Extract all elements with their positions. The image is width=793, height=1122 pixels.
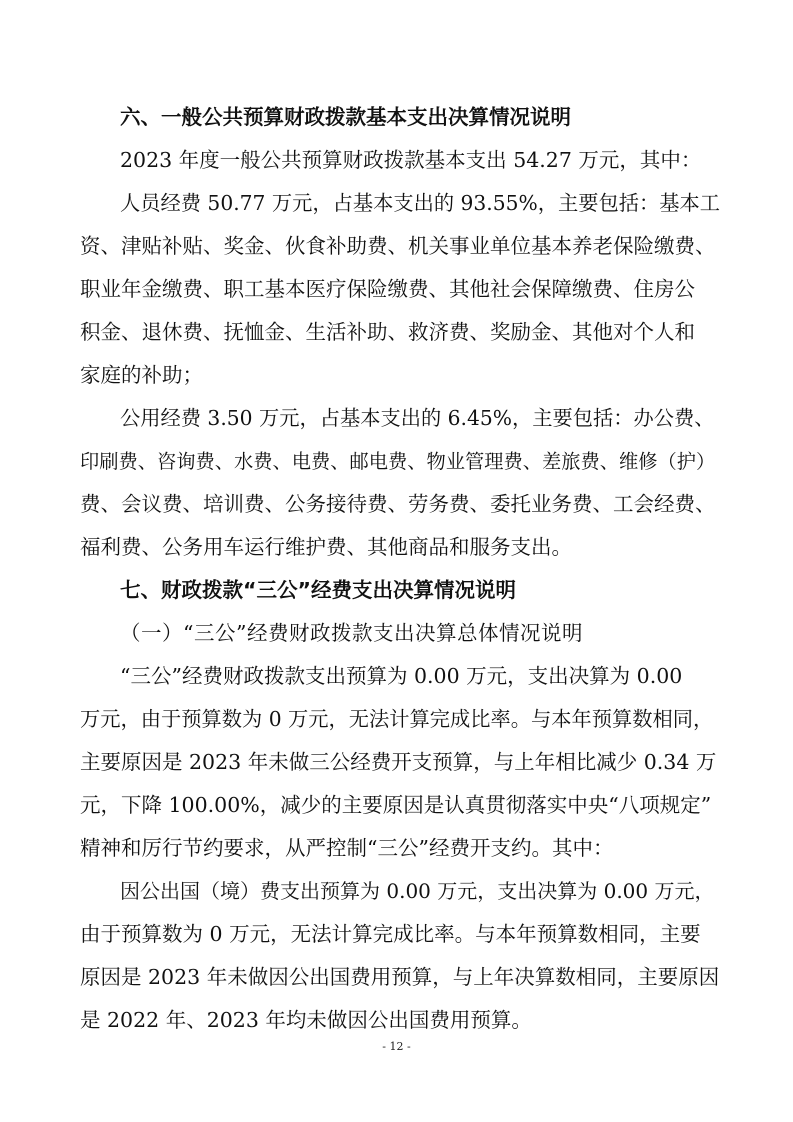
page-body (80, 96, 720, 1042)
paragraph-line: “三公”经费财政拨款支出预算为 0.00 万元，支出决算为 0.00 (120, 664, 683, 688)
paragraph-line: 因公出国（境）费支出预算为 0.00 万元，支出决算为 0.00 万元， (120, 879, 715, 903)
paragraph-line: 是 2022 年、2023 年均未做因公出国费用预算。 (80, 1008, 532, 1032)
paragraph-line: 元，下降 100.00%，减少的主要原因是认真贯彻落实中央“八项规定” (80, 793, 712, 817)
paragraph-line: 印刷费、咨询费、水费、电费、邮电费、物业管理费、差旅费、维修（护） (80, 450, 716, 473)
paragraph-line: 资、津贴补贴、奖金、伙食补助费、机关事业单位基本养老保险缴费、 (80, 234, 716, 258)
section-6-intro: 2023 年度一般公共预算财政拨款基本支出 54.27 万元，其中： (120, 148, 702, 172)
paragraph-line: 精神和厉行节约要求，从严控制“三公”经费开支约。其中： (80, 836, 614, 860)
page-number: - 12 - (382, 1040, 411, 1053)
paragraph-line: 原因是 2023 年未做因公出国费用预算，与上年决算数相同，主要原因 (80, 965, 720, 989)
abroad-expense-paragraph (80, 870, 720, 1042)
paragraph-line: 万元，由于预算数为 0 万元，无法计算完成比率。与本年预算数相同， (80, 707, 714, 731)
paragraph-line: 由于预算数为 0 万元，无法计算完成比率。与本年预算数相同，主要 (80, 922, 701, 946)
paragraph-line: 人员经费 50.77 万元，占基本支出的 93.55%，主要包括：基本工 (120, 191, 720, 215)
section-7-heading: 七、财政拨款“三公”经费支出决算情况说明 (120, 578, 516, 602)
paragraph-line: 家庭的补助； (80, 363, 203, 387)
paragraph-line: 福利费、公务用车运行维护费、其他商品和服务支出。 (80, 535, 572, 559)
paragraph-line: 职业年金缴费、职工基本医疗保险缴费、其他社会保障缴费、住房公 (80, 277, 695, 301)
section-7-subheading: （一）“三公”经费财政拨款支出决算总体情况说明 (120, 621, 583, 645)
paragraph-line: 公用经费 3.50 万元，占基本支出的 6.45%，主要包括：办公费、 (120, 406, 715, 430)
personnel-expense-paragraph (80, 182, 720, 397)
paragraph-line: 积金、退休费、抚恤金、生活补助、救济费、奖励金、其他对个人和 (80, 320, 695, 344)
section-6-heading: 六、一般公共预算财政拨款基本支出决算情况说明 (120, 105, 571, 129)
public-expense-paragraph (80, 397, 720, 569)
paragraph-line: 主要原因是 2023 年未做三公经费开支预算，与上年相比减少 0.34 万 (80, 750, 717, 774)
three-public-overall-paragraph (80, 655, 720, 870)
paragraph-line: 费、会议费、培训费、公务接待费、劳务费、委托业务费、工会经费、 (80, 492, 716, 516)
